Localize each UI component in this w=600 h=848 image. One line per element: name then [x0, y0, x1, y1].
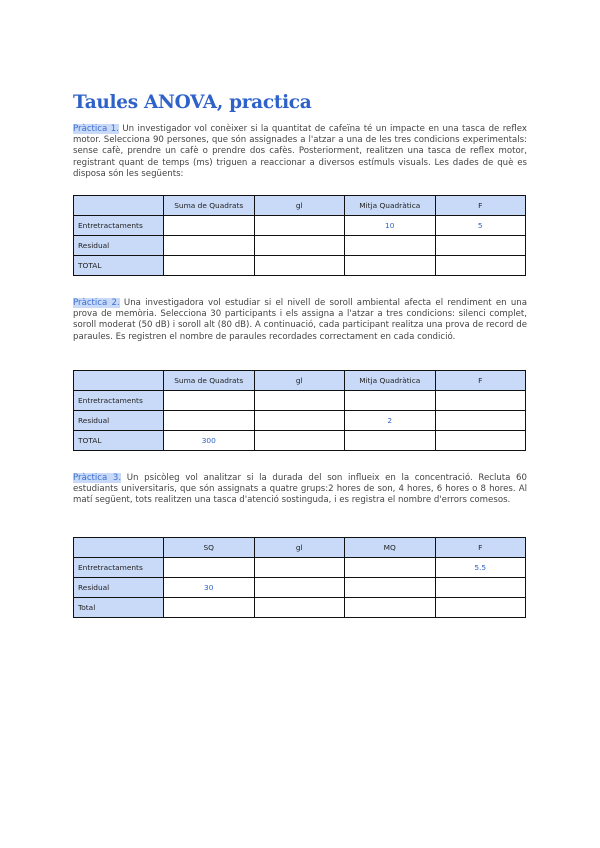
table-row: [74, 598, 526, 618]
table-cell: [254, 578, 345, 598]
page-title: Taules ANOVA, practica: [73, 92, 312, 113]
row-label: Entretractaments: [74, 216, 164, 236]
practice-text: Un psicòleg vol analitzar si la durada del son influeix en la concentració. Recluta 60 estudiants universitaris, que són assignats a quatre grups:2 hores de son, 4 hores, 6 hores o 8 hores. Al matí següent, tots realitzen una tasca d'atenció sostinguda, i es registra el nombre d'errors comesos.: [73, 473, 527, 506]
table-cell: [254, 431, 345, 451]
table-cell: [345, 558, 436, 578]
column-header: F: [435, 371, 526, 391]
table-cell: [254, 391, 345, 411]
anova-table-2: [73, 370, 526, 451]
table-cell: [435, 256, 526, 276]
practice-text: Un investigador vol conèixer si la quantitat de cafeïna té un impacte en una tasca de reflex motor. Selecciona 90 persones, que són assignades a l'atzar a una de les tres condicions experimentals: sense cafè, prendre un cafè o prendre dos cafès. Posteriorment, realitzen una tasca de reflex motor, registrant quant de temps (ms) triguen a reaccionar a diversos estímuls visuals. Les dades de què es disposa són les següents:: [73, 124, 527, 179]
column-header: [74, 196, 164, 216]
anova-table-1: [73, 195, 526, 276]
table-cell: [254, 216, 345, 236]
column-header: [74, 538, 164, 558]
table-cell: [164, 598, 255, 618]
row-label: TOTAL: [74, 431, 164, 451]
row-label: TOTAL: [74, 256, 164, 276]
table-cell: [345, 391, 436, 411]
column-header: Suma de Quadrats: [164, 196, 255, 216]
table-cell: [254, 598, 345, 618]
column-header: gl: [254, 196, 345, 216]
row-label: Entretractaments: [74, 391, 164, 411]
table-header-row: [74, 371, 526, 391]
table-cell: [254, 256, 345, 276]
table-cell: 5: [435, 216, 526, 236]
table-row: [74, 578, 526, 598]
column-header: gl: [254, 371, 345, 391]
column-header: [74, 371, 164, 391]
practice-label: Pràctica 2.: [73, 298, 120, 308]
column-header: F: [435, 196, 526, 216]
table-cell: [164, 411, 255, 431]
table-cell: [164, 558, 255, 578]
table-cell: [345, 598, 436, 618]
table-header-row: [74, 196, 526, 216]
table-cell: [254, 411, 345, 431]
table-cell: [164, 256, 255, 276]
row-label: Residual: [74, 411, 164, 431]
table-cell: [254, 558, 345, 578]
table-row: [74, 256, 526, 276]
row-label: Residual: [74, 578, 164, 598]
table-cell: [345, 236, 436, 256]
table-cell: 30: [164, 578, 255, 598]
practice-label: Pràctica 3.: [73, 473, 122, 483]
practice-2-statement: [73, 298, 527, 343]
table-cell: [345, 578, 436, 598]
column-header: gl: [254, 538, 345, 558]
table-row: [74, 558, 526, 578]
table-cell: [435, 391, 526, 411]
table-cell: 10: [345, 216, 436, 236]
table-cell: [254, 236, 345, 256]
table-cell: [435, 411, 526, 431]
column-header: F: [435, 538, 526, 558]
column-header: MQ: [345, 538, 436, 558]
practice-1-statement: [73, 124, 527, 180]
table-cell: [345, 431, 436, 451]
column-header: Suma de Quadrats: [164, 371, 255, 391]
practice-text: Una investigadora vol estudiar si el nivell de soroll ambiental afecta el rendiment en una prova de memòria. Selecciona 30 participants i els assigna a l'atzar a tres condicions: silenci complet, soroll moderat (50 dB) i soroll alt (80 dB). A continuació, cada participant realitza una prova de record de paraules. Es registren el nombre de paraules recordades correctament en cada condició.: [73, 298, 527, 342]
table-cell: 5.5: [435, 558, 526, 578]
column-header: SQ: [164, 538, 255, 558]
table-cell: [435, 598, 526, 618]
table-row: [74, 411, 526, 431]
table-row: [74, 391, 526, 411]
anova-table-3: [73, 537, 526, 618]
table-cell: [164, 216, 255, 236]
table-row: [74, 236, 526, 256]
table-cell: [345, 256, 436, 276]
column-header: Mitja Quadràtica: [345, 196, 436, 216]
table-cell: [164, 236, 255, 256]
table-cell: [435, 578, 526, 598]
table-cell: 300: [164, 431, 255, 451]
table-cell: [435, 431, 526, 451]
table-cell: [435, 236, 526, 256]
row-label: Entretractaments: [74, 558, 164, 578]
table-cell: 2: [345, 411, 436, 431]
table-header-row: [74, 538, 526, 558]
table-row: [74, 216, 526, 236]
table-cell: [164, 391, 255, 411]
row-label: Total: [74, 598, 164, 618]
practice-3-statement: [73, 473, 527, 507]
practice-label: Pràctica 1.: [73, 124, 119, 134]
row-label: Residual: [74, 236, 164, 256]
column-header: Mitja Quadràtica: [345, 371, 436, 391]
table-row: [74, 431, 526, 451]
